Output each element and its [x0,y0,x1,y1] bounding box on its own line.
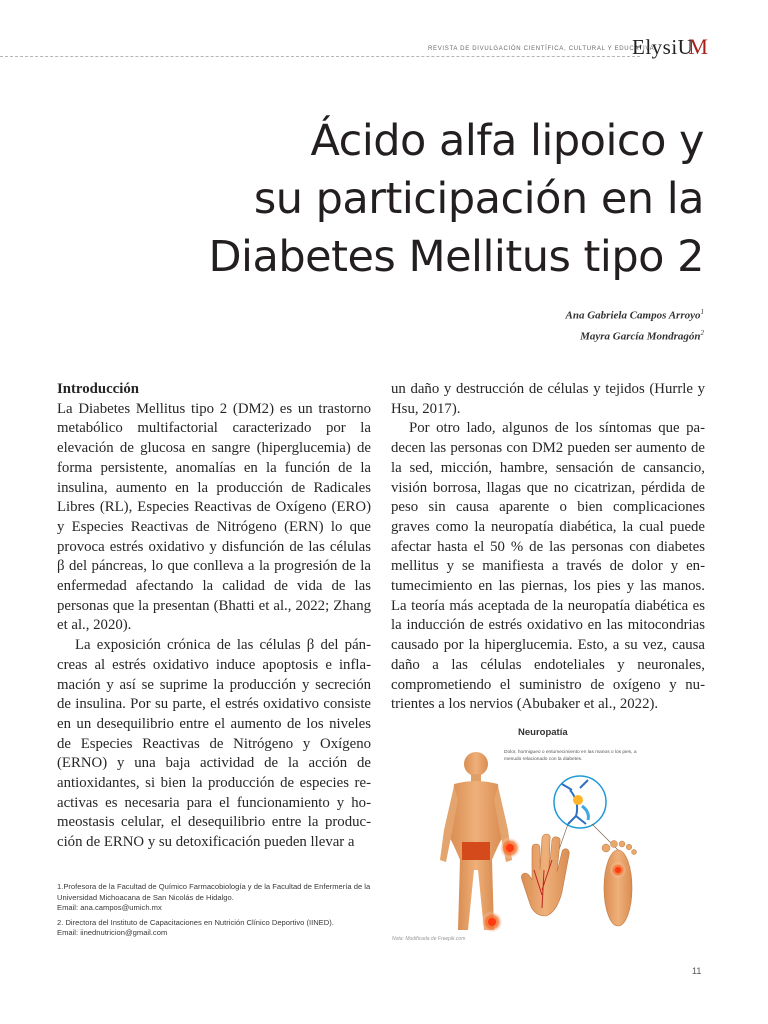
pain-hotspot-hand [499,837,521,859]
title-line: su participación en la [253,174,704,224]
article-title [208,112,704,286]
section-heading: Introducción [57,381,139,397]
foot-sole-icon [602,841,637,927]
neuropathy-figure [392,720,652,948]
figure-source-note: Nota: Modificada de Freepik.com [392,936,466,942]
header-rule [0,56,640,57]
author [566,304,704,325]
author-name: Ana Gabriela Campos Arroyo [565,309,701,322]
figure-title: Neuropatía [518,727,568,738]
journal-tagline: REVISTA DE DIVULGACIÓN CIENTÍFICA, CULTURAL Y EDUCATIVA [428,46,655,52]
footnote-text: 1.Profesora de la Facultad de Químico Farmacobiología y de la Facultad de Enfermería de la Universidad Michoacana de San Nicolás de Hidalgo. [57,882,371,902]
paragraph: La exposición crónica de las células β del páncreas al estrés oxidativo induce apoptosis e inflamación y así se suprime la producción y secreción de insulina. Por su parte, el estrés oxidativo consiste en un desequilibrio entre el aumento de los niveles de Especies Reactivas de Nitrógeno y Oxígeno (ERNO) y una baja actividad de la acción de antioxidantes, si bien la producción de especies reactivas es necesaria para el funcionamiento y homeostasis celular, el desequilibrio entre la producción de ERNO y su detoxificación pueden llevar a [57,637,371,851]
footnote [57,918,377,939]
footnote-email: Email: ana.campos@umich.mx [57,903,162,912]
paragraph: La Diabetes Mellitus tipo 2 (DM2) es un trastorno metabólico multifactorial caracterizado por la elevación de glucosa en sangre (hiperglucemia) de forma persistente, anomalías en la función de la insulina, aumento en la producción de Radicales Libres (RL), Especies Reactivas de Oxígeno (ERO) y Especies Reactivas de Nitrógeno (ERN) lo que provoca estrés oxidativo y disfunción de las células β del páncreas, lo que conlleva a la progresión de la enfermedad afectando la calidad de vida de las personas que la presentan (Bhatti et al., 2022; Zhang et al., 2020). [57,400,371,634]
page-number: 11 [692,966,702,976]
footnotes [57,882,377,943]
journal-logo [632,34,708,60]
footnote [57,882,377,914]
logo-text: ElysiU [632,35,694,59]
figure-caption: Dolor, hormigueo o entumecimiento en las manos o los pies, a menudo relacionado con la diabetes. [504,750,637,762]
logo-accent-letter: M [688,34,709,59]
author [566,325,704,346]
paragraph: Por otro lado, algunos de los síntomas que padecen las personas con DM2 pueden ser aumento de la sed, micción, hambre, sensación de cansancio, visión borrosa, llagas que no cicatrizan, pérdida de peso sin causa aparente o bien complicaciones graves como la neuropatía diabética, la cual puede afectar hasta el 50 % de las personas con diabetes mellitus y se manifiesta a través de dolor y entumecimiento en las piernas, los pies y las manos. La teoría más aceptada de la neuropatía diabética es la inducción de estrés oxidativo en las mitocondrias causado por la hiperglucemia. Esto, a su vez, causa daño a las células endoteliales y neuronales, comprometiendo el suministro de oxígeno y nutrientes a los nervios (Abubaker et al., 2022). [391,420,705,713]
neuron-icon [554,776,606,828]
author-mark: 2 [700,328,704,337]
author-name: Mayra García Mondragón [580,330,701,343]
author-list [566,304,704,345]
human-body-icon [440,752,512,930]
footnote-text: 2. Directora del Instituto de Capacitaciones en Nutrición Clínico Deportivo (IINED). [57,917,334,927]
paragraph: un daño y destrucción de células y tejidos (Hurrle y Hsu, 2017). [391,381,705,417]
author-mark: 1 [700,308,704,316]
footnote-email: Email: iinednutricion@gmail.com [57,928,168,937]
left-column [57,380,371,853]
right-column [391,380,705,715]
hand-icon [521,834,569,916]
pain-hotspot-foot [481,911,503,933]
title-line: Ácido alfa lipoico y [310,116,704,166]
title-line: Diabetes Mellitus tipo 2 [208,232,704,282]
